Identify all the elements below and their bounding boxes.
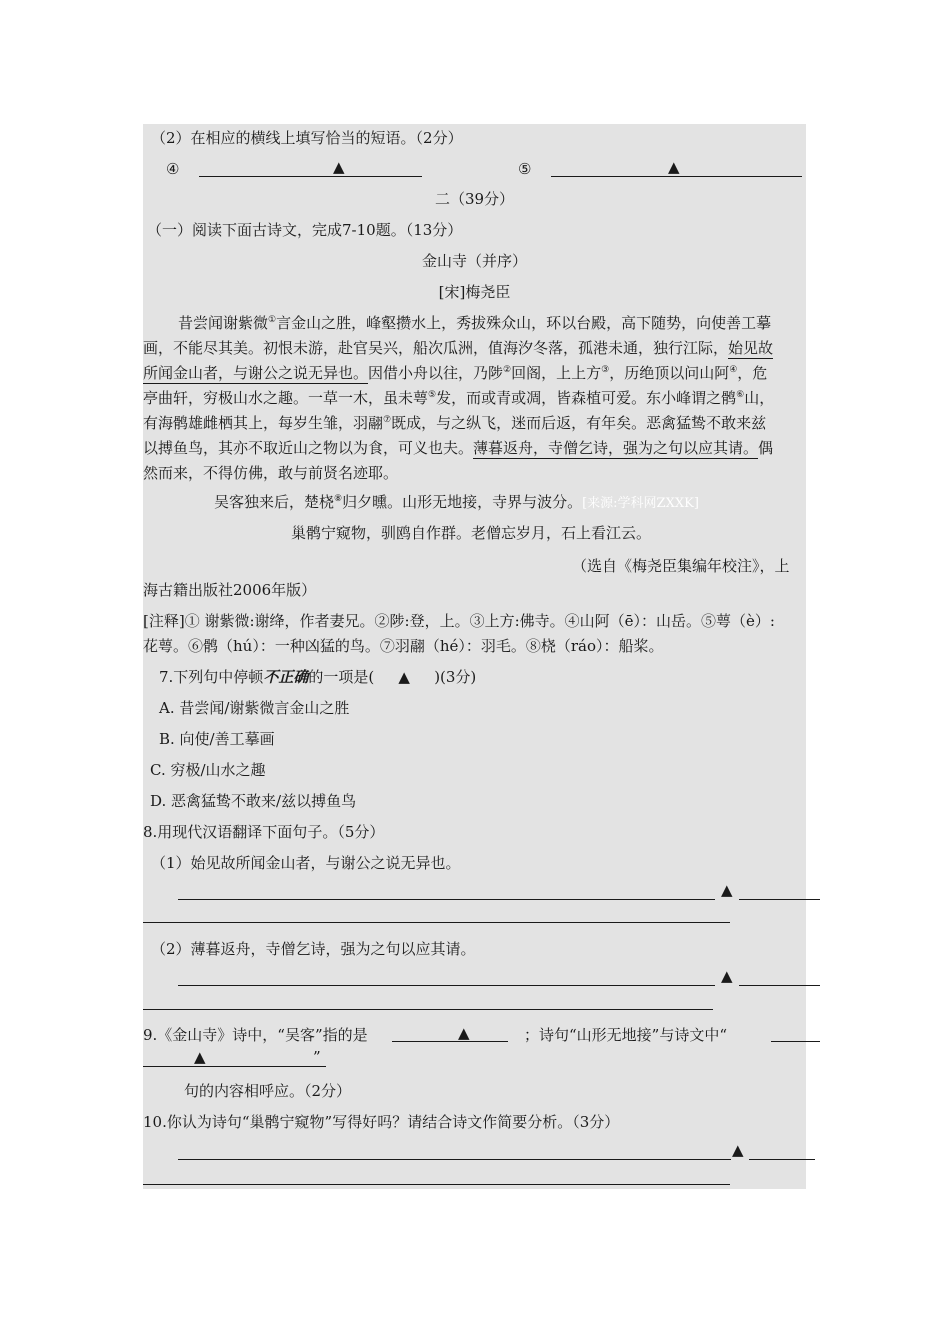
q7-stem: 7.下列句中停顿不正确的一项是( ▲ )(3分) (159, 668, 477, 686)
part-heading: （一）阅读下面古诗文，完成7-10题。（13分） (147, 221, 463, 239)
answer-line[interactable] (143, 1009, 713, 1010)
poem-author: [宋]梅尧臣 (438, 283, 511, 301)
answer-line[interactable] (178, 899, 715, 900)
answer-marker-triangle-icon: ▲ (398, 668, 410, 686)
preface-line: 画，不能尽其美。初恨未游，赴官吴兴，船次瓜洲，值海汐冬落，孤港未通，独行江际，始见故 (143, 339, 774, 357)
watermark: [来源:学科网ZXXK] (582, 496, 699, 511)
answer-line[interactable] (178, 985, 715, 986)
q9-text-b: ；诗句“山形无地接”与诗文中“ (524, 1026, 728, 1044)
q7-option-c[interactable]: C. 穷极/山水之趣 (150, 761, 266, 779)
source-citation: （选自《梅尧臣集编年校注》，上 (572, 557, 790, 575)
answer-line[interactable] (771, 1041, 820, 1042)
preface-line: 亭曲轩，穷极山水之趣。一草一木，虽未萼⑤发，而或青或凋，皆森植可爱。东小峰谓之鹘⑥山， (143, 389, 775, 407)
q9-text-a: 9.《金山寺》诗中，“吴客”指的是 (143, 1026, 368, 1044)
section-heading: 二（39分） (434, 190, 515, 208)
q8-title: 8.用现代汉语翻译下面句子。（5分） (143, 823, 385, 841)
blank-5-label: ⑤ (518, 160, 532, 178)
q2-title: （2）在相应的横线上填写恰当的短语。（2分） (151, 129, 463, 147)
preface-line: 昔尝闻谢紫微①言金山之胜，峰壑攒水上，秀拔殊众山，环以台殿，高下随势，向使善工摹 (178, 314, 772, 332)
answer-marker-triangle-icon: ▲ (732, 1141, 744, 1159)
answer-line[interactable] (143, 1066, 326, 1067)
q10-title: 10.你认为诗句“巢鹘宁窥物”写得好吗？请结合诗文作简要分析。（3分） (143, 1113, 620, 1131)
blank-4-label: ④ (166, 160, 180, 178)
preface-line: 然而来，不得仿佛，敢与前贤名迹耶。 (143, 464, 399, 482)
q7-option-a[interactable]: A. 昔尝闻/谢紫微言金山之胜 (159, 699, 350, 717)
preface-line: 所闻金山者，与谢公之说无异也。因借小舟以往，乃陟②回阁，上上方③，历绝顶以问山阿④，危 (143, 364, 768, 382)
answer-line[interactable] (739, 899, 820, 900)
answer-line-4[interactable] (199, 176, 422, 177)
verse-line-1: 吴客独来后，楚桡⑧归夕曛。山形无地接，寺界与波分。[来源:学科网ZXXK] (214, 493, 699, 511)
q9-text-c: ” (313, 1048, 321, 1066)
answer-marker-triangle-icon: ▲ (721, 967, 733, 985)
answer-marker-triangle-icon: ▲ (668, 158, 680, 176)
q8-sentence-1: （1）始见故所闻金山者，与谢公之说无异也。 (151, 854, 461, 872)
answer-marker-triangle-icon: ▲ (333, 158, 345, 176)
q7-option-d[interactable]: D. 恶禽猛鸷不敢来/兹以搏鱼鸟 (150, 792, 357, 810)
annotation-notes: [注释]① 谢紫微:谢绛，作者妻兄。②陟:登，上。③上方:佛寺。④山阿（ē）：山岳。⑤萼（è）: (143, 612, 775, 630)
verse-line-2: 巢鹘宁窥物，驯鸥自作群。老僧忘岁月，石上看江云。 (291, 524, 652, 542)
q8-sentence-2: （2）薄暮返舟，寺僧乞诗，强为之句以应其请。 (151, 940, 476, 958)
q9-text-d: 句的内容相呼应。（2分） (184, 1082, 352, 1100)
answer-line[interactable] (749, 1159, 815, 1160)
answer-line[interactable] (392, 1041, 508, 1042)
answer-marker-triangle-icon: ▲ (458, 1024, 470, 1042)
answer-line[interactable] (143, 922, 730, 923)
q7-option-b[interactable]: B. 向使/善工摹画 (159, 730, 275, 748)
preface-line: 有海鹘雄雌栖其上，每岁生雏，羽翮⑦既成，与之纵飞，迷而后返，有年矣。恶禽猛鸷不敢来兹 (143, 414, 767, 432)
preface-line: 以搏鱼鸟，其亦不取近山之物以为食，可义也夫。薄暮返舟，寺僧乞诗，强为之句以应其请。偶 (143, 439, 774, 457)
answer-line[interactable] (178, 1159, 731, 1160)
answer-line[interactable] (143, 1184, 730, 1185)
answer-line[interactable] (739, 985, 820, 986)
poem-title: 金山寺（并序） (421, 252, 527, 270)
answer-marker-triangle-icon: ▲ (721, 881, 733, 899)
source-citation: 海古籍出版社2006年版） (143, 581, 317, 599)
annotation-notes: 花萼。⑥鹘（hú）：一种凶猛的鸟。⑦羽翮（hé）：羽毛。⑧桡（ráo）：船桨。 (143, 637, 664, 655)
answer-marker-triangle-icon: ▲ (194, 1048, 206, 1066)
